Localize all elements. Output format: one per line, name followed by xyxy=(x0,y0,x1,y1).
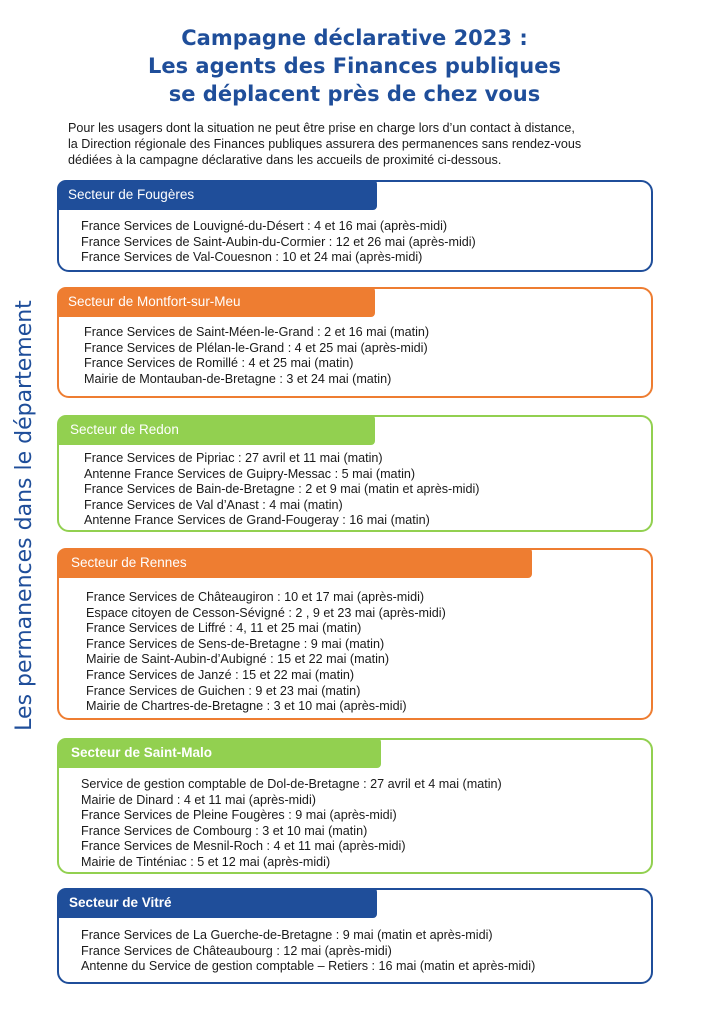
sector-saint-malo xyxy=(57,738,653,874)
list-item: France Services de Saint-Aubin-du-Cormier : 12 et 26 mai (après-midi) xyxy=(81,234,476,249)
list-item: France Services de Janzé : 15 et 22 mai (matin) xyxy=(86,667,355,682)
list-item: France Services de Pleine Fougères : 9 mai (après-midi) xyxy=(81,808,397,823)
list-item: Service de gestion comptable de Dol-de-Bretagne : 27 avril et 4 mai (matin) xyxy=(81,777,502,791)
sector-vitre-list xyxy=(81,928,535,975)
sector-vitre-header: Secteur de Vitré xyxy=(57,888,377,918)
page-title xyxy=(0,24,709,108)
sector-redon xyxy=(57,415,653,532)
sidebar-caption xyxy=(4,290,44,740)
list-item: Mairie de Chartres-de-Bretagne : 3 et 10 mai (après-midi) xyxy=(86,699,407,714)
list-item: France Services de Val d’Anast : 4 mai (matin) xyxy=(84,497,343,512)
list-item: France Services de Louvigné-du-Désert : 4 et 16 mai (après-midi) xyxy=(81,219,448,233)
list-item: France Services de Mesnil-Roch : 4 et 11 mai (après-midi) xyxy=(81,839,406,854)
list-item: France Services de La Guerche-de-Bretagne : 9 mai (matin et après-midi) xyxy=(81,928,493,942)
list-item: France Services de Plélan-le-Grand : 4 et 25 mai (après-midi) xyxy=(84,340,428,355)
list-item: France Services de Châteaugiron : 10 et 17 mai (après-midi) xyxy=(86,590,425,604)
sector-montfort-header: Secteur de Montfort-sur-Meu xyxy=(57,287,375,317)
intro-paragraph xyxy=(68,120,688,168)
list-item: Mairie de Montauban-de-Bretagne : 3 et 24 mai (matin) xyxy=(84,371,392,386)
list-item: France Services de Val-Couesnon : 10 et 24 mai (après-midi) xyxy=(81,250,423,265)
list-item: France Services de Pipriac : 27 avril et 11 mai (matin) xyxy=(84,451,383,465)
sector-fougeres-list xyxy=(81,219,476,266)
title-line-1: Campagne déclarative 2023 : xyxy=(181,26,528,50)
sector-rennes-header: Secteur de Rennes xyxy=(57,548,532,578)
sector-fougeres xyxy=(57,180,653,272)
list-item: France Services de Saint-Méen-le-Grand : 2 et 16 mai (matin) xyxy=(84,325,430,339)
list-item: Espace citoyen de Cesson-Sévigné : 2 , 9 et 23 mai (après-midi) xyxy=(86,605,446,620)
list-item: Mairie de Saint-Aubin-d’Aubigné : 15 et 22 mai (matin) xyxy=(86,652,390,667)
list-item: Antenne France Services de Grand-Fougeray : 16 mai (matin) xyxy=(84,513,430,528)
title-line-3: se déplacent près de chez vous xyxy=(168,82,541,106)
sector-rennes-list xyxy=(86,590,446,715)
sector-montfort xyxy=(57,287,653,398)
intro-line: Pour les usagers dont la situation ne peut être prise en charge lors d’un contact à distance, xyxy=(68,121,575,135)
list-item: France Services de Châteaubourg : 12 mai (après-midi) xyxy=(81,943,392,958)
sector-saint-malo-list xyxy=(81,777,502,871)
title-line-2: Les agents des Finances publiques xyxy=(147,54,562,78)
list-item: Antenne du Service de gestion comptable – Retiers : 16 mai (matin et après-midi) xyxy=(81,959,536,974)
list-item: Mairie de Tinténiac : 5 et 12 mai (après-midi) xyxy=(81,854,331,869)
list-item: France Services de Sens-de-Bretagne : 9 mai (matin) xyxy=(86,636,385,651)
sector-redon-list xyxy=(84,451,479,529)
sector-redon-header: Secteur de Redon xyxy=(57,415,375,445)
sector-saint-malo-header: Secteur de Saint-Malo xyxy=(57,738,381,768)
list-item: Antenne France Services de Guipry-Messac : 5 mai (matin) xyxy=(84,466,416,481)
list-item: France Services de Guichen : 9 et 23 mai (matin) xyxy=(86,683,361,698)
list-item: France Services de Combourg : 3 et 10 mai (matin) xyxy=(81,823,368,838)
list-item: Mairie de Dinard : 4 et 11 mai (après-midi) xyxy=(81,792,316,807)
sidebar-caption-text: Les permanences dans le département xyxy=(11,299,37,731)
list-item: France Services de Bain-de-Bretagne : 2 et 9 mai (matin et après-midi) xyxy=(84,482,480,497)
intro-line: dédiées à la campagne déclarative dans les accueils de proximité ci-dessous. xyxy=(68,153,502,167)
sector-montfort-list xyxy=(84,325,429,387)
list-item: France Services de Romillé : 4 et 25 mai (matin) xyxy=(84,356,354,371)
list-item: France Services de Liffré : 4, 11 et 25 mai (matin) xyxy=(86,621,362,636)
sector-fougeres-header: Secteur de Fougères xyxy=(57,180,377,210)
sector-rennes xyxy=(57,548,653,720)
intro-line: la Direction régionale des Finances publiques assurera des permanences sans rendez-vous xyxy=(68,137,582,151)
sector-vitre xyxy=(57,888,653,984)
